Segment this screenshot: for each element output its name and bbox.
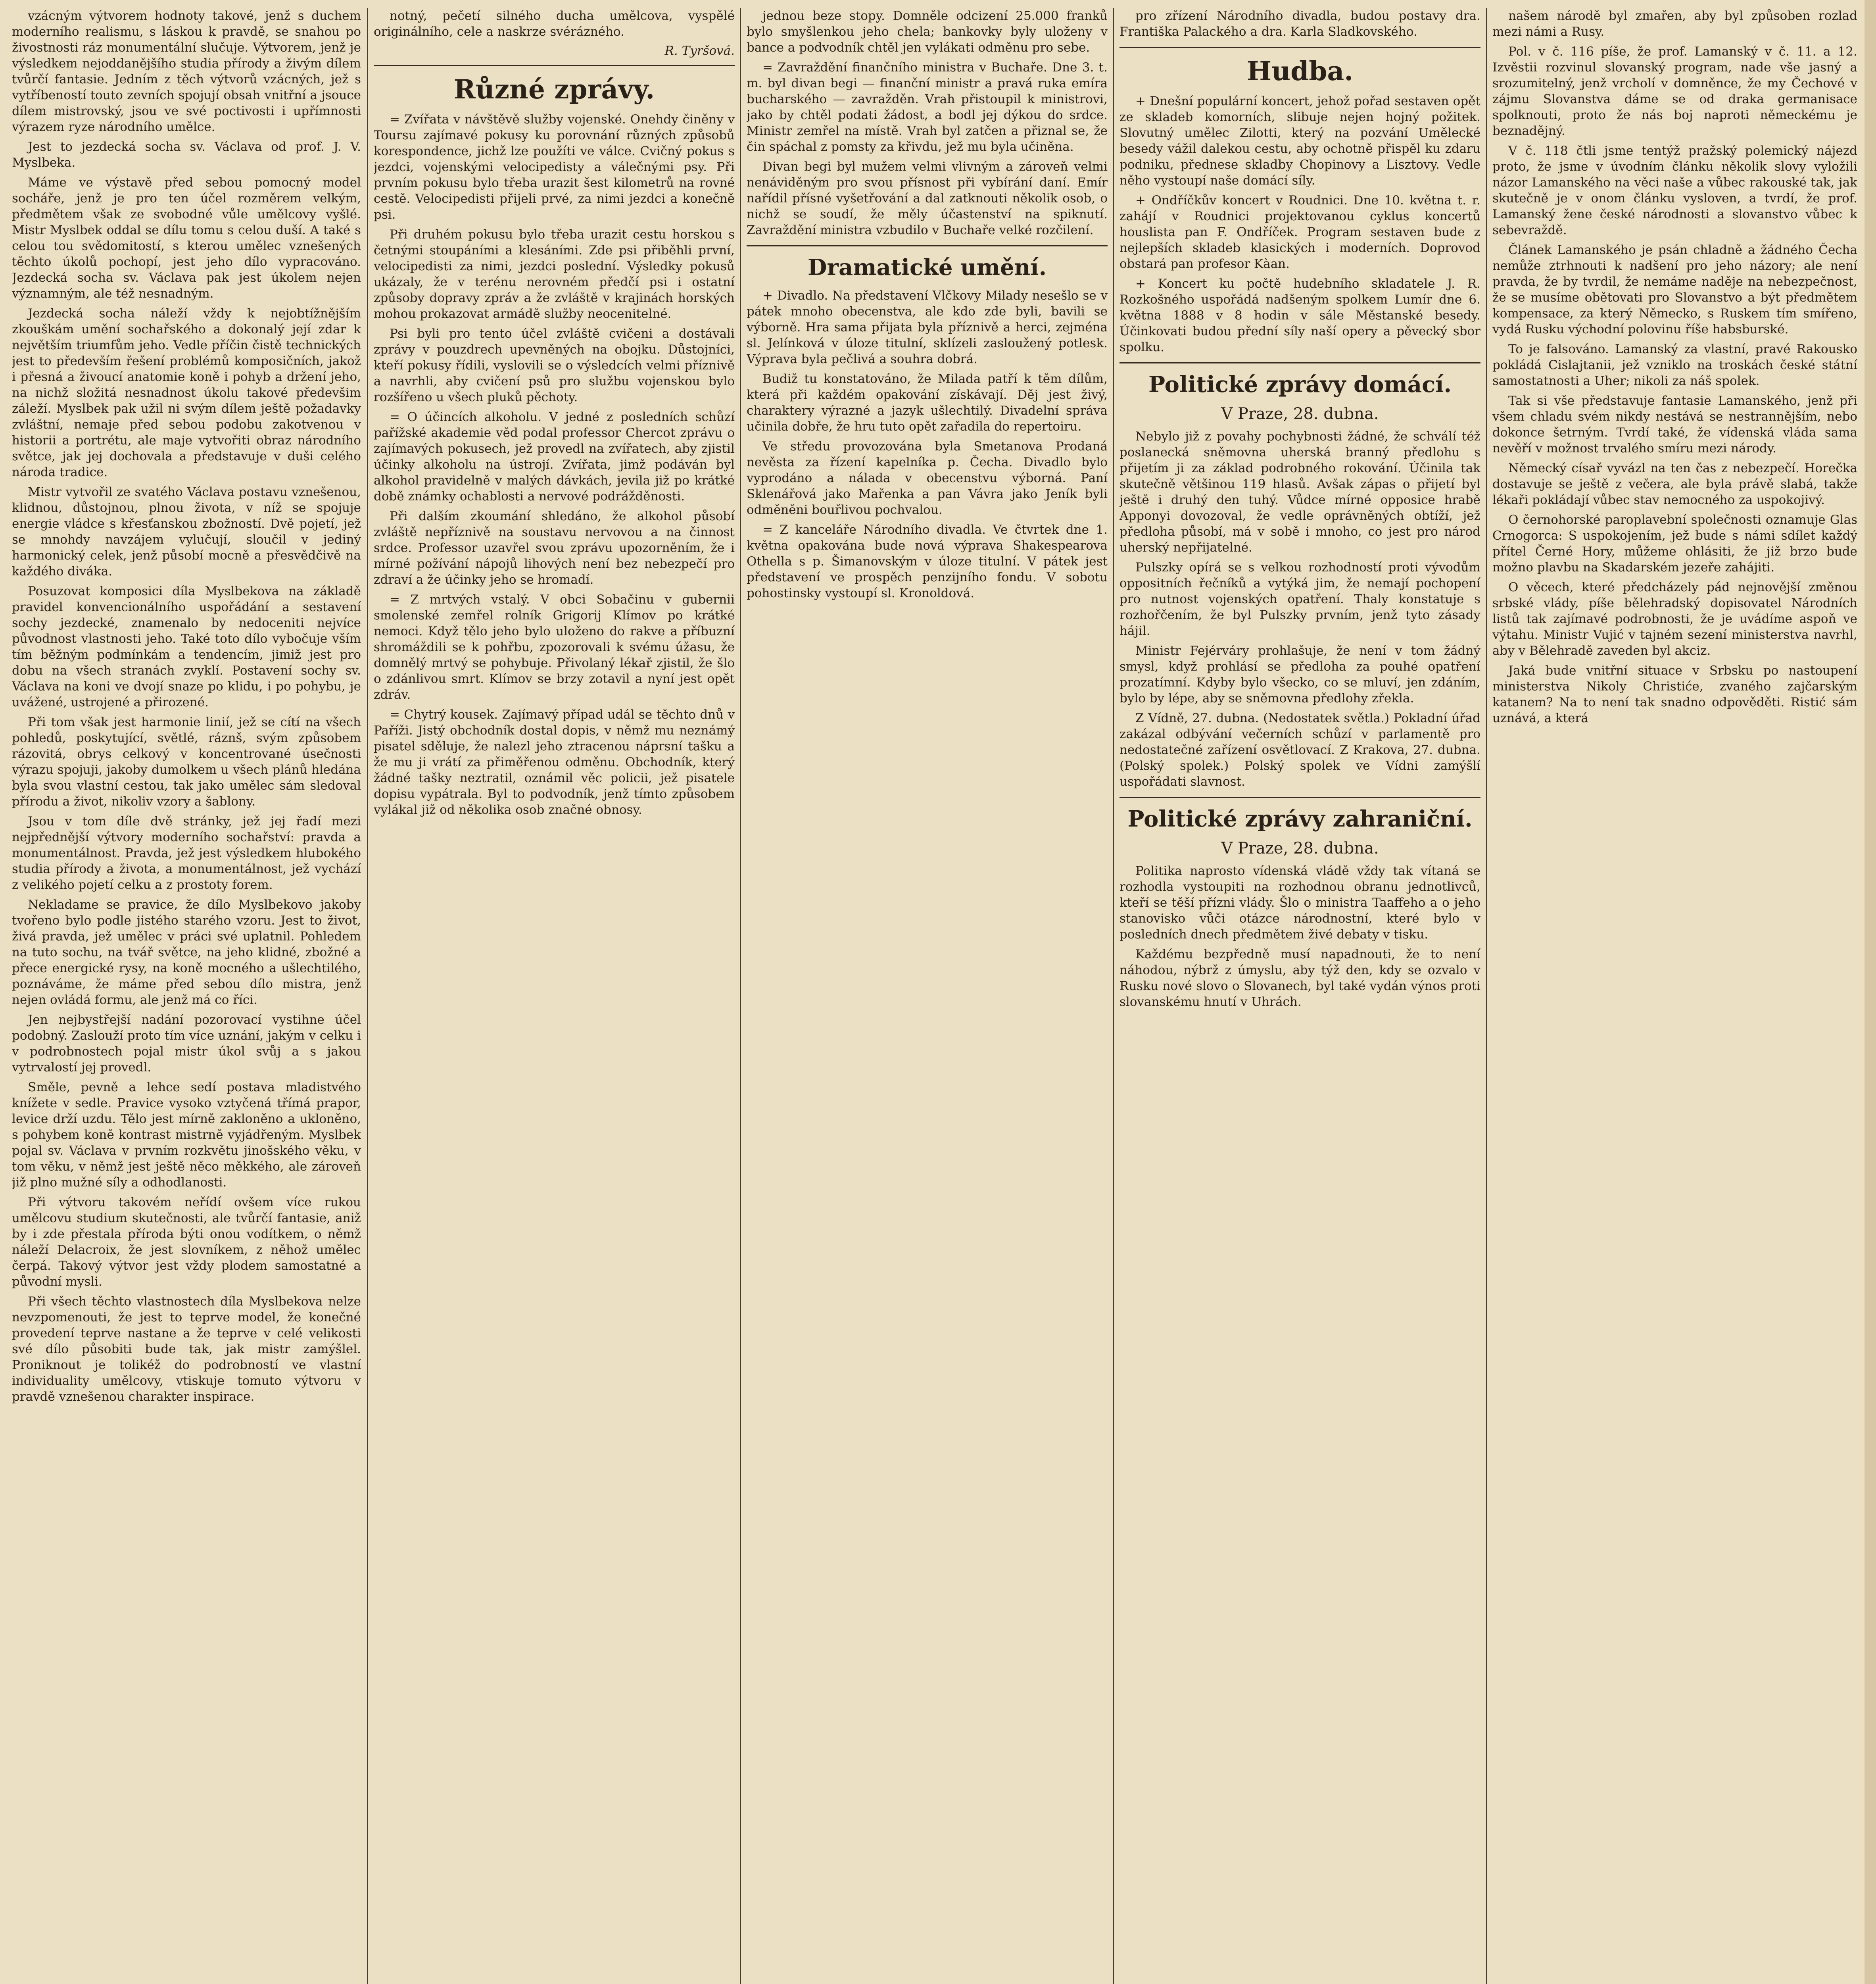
article-paragraph: = Z kanceláře Národního divadla. Ve čtvrtek dne 1. května opakována bude nová výprava Shakespearova Othella s p. Šimanovským v úloze titulní. V pátek jest představení ve prospěch penzijního fondu. V sobotu pohostinsky vystoupí sl. Kronoldová.	[747, 523, 1108, 600]
article-paragraph: = Chytrý kousek. Zajímavý případ udál se těchto dnů v Paříži. Jistý obchodník dostal dopis, v němž mu neznámý pisatel sděluje, že nalezl jeho ztracenou náprsní tašku a že mu ji vrátí za přiměřenou odměnu. Obchodník, který žádné tašky neztratil, oznámil věc policii, jež pisatele dopisu vypátrala. Byl to podvodník, jenž tímto způsobem vylákal již od několika osob značné obnosy.	[374, 707, 735, 817]
article-paragraph: Máme ve výstavě před sebou pomocný model socháře, jenž je pro ten účel rozměrem velkým, předmětem však ze svobodné vůle umělcovy vyšlé. Mistr Myslbek oddal se dílu tomu s celou duší. A také s celou tou svědomitostí, s kterou umělec vznešených těchto úkolů pochopí, jest jeho dílo vypracováno. Jezdecká socha sv. Václava pak jest úkolem nejen významným, ale též nesnadným.	[12, 175, 361, 301]
article-paragraph: Mistr vytvořil ze svatého Václava postavu vznešenou, klidnou, důstojnou, plnou života, v níž se spojuje energie vládce s křesťanskou zbožností. Dvě pojetí, jež se mnohdy navzájem vylučují, sloučil v jediný harmonický celek, jenž působí mocně a přesvědčivě na každého diváka.	[12, 485, 361, 579]
article-paragraph: Pulszky opírá se s velkou rozhodností proti vývodům oppositních řečníků a vytýká jim, že nemají pochopení pro nutnost vojenských opatření. Thaly konstatuje s rozhořčením, že byl Pulszky prvním, jenž tyto zásady hájil.	[1119, 560, 1480, 638]
article-paragraph: Článek Lamanského je psán chladně a žádného Čecha nemůže ztrhnouti k nadšení pro jeho názory; ale není pravda, že by tvrdil, že nemáme naděje na nebezpečnost, že se musíme obětovati pro Slovanstvo a být předmětem kompensace, za který Německo, s Ruskem tím smířeno, vydá Rusku východní polovinu říše habsburské.	[1492, 243, 1857, 336]
article-paragraph: Politika naprosto vídenská vládě vždy tak vítaná se rozhodla vystoupiti na rozhodnou obranu jednotlivců, kteří se těší přízni vlády. Šlo o ministra Taaffeho a o jeho stanovisko vůči otázce národnostní, které bylo v posledních dnech předmětem živé debaty v tisku.	[1119, 864, 1480, 942]
article-paragraph: = Zvířata v návštěvě služby vojenské. Onehdy činěny v Toursu zajímavé pokusy ku porovnání různých způsobů korespondence, jichž lze použíti ve válce. Cvičný pokus s jezdci, vojenskými velocipedisty a válečnými psy. Při prvním pokusu bylo třeba urazit šest kilometrů na rovné cestě. Velocipedisti přijeli prvé, za nimi jezdci a konečně psi.	[374, 112, 735, 222]
article-paragraph: našem národě byl zmařen, aby byl způsoben rozlad mezi námi a Rusy.	[1492, 9, 1857, 39]
article-paragraph: notný, pečetí silného ducha umělcova, vyspělé originálního, cele a naskrze svérázného.	[374, 9, 735, 39]
column-3	[747, 8, 1108, 1984]
article-paragraph: + Dnešní populární koncert, jehož pořad sestaven opět ze skladeb komorních, slibuje nejen hojný požitek. Slovutný umělec Zilotti, který na pozvání Umělecké besedy vážil dalekou cestu, aby ochotně přispěl ku zdaru podniku, přednese skladby Chopinovy a Lisztovy. Vedle něho vystoupí naše domácí síly.	[1119, 94, 1480, 188]
article-paragraph: Při všech těchto vlastnostech díla Myslbekova nelze nevzpomenouti, že jest to teprve model, že konečné provedení teprve nastane a že teprve v celé velikosti své dílo působiti bude tak, jak mistr zamýšlel. Proniknout je tolikéž do podrobností ve vlastní individuality umělcovy, vtiskuje tomuto výtvoru v pravdě vznešenou charakter inspirace.	[12, 1294, 361, 1404]
column-2	[374, 8, 735, 1984]
article-paragraph: Při druhém pokusu bylo třeba urazit cestu horskou s četnými stoupáními a klesáními. Zde psi přiběhli první, velocipedisti za nimi, jezdci poslední. Výsledky pokusů ukázaly, že v terénu nerovném předčí psi i ostatní způsoby dopravy zpráv a že zvláště v krajinách horských mohou prokazovat armádě služby neocenitelné.	[374, 227, 735, 321]
article-paragraph: Při tom však jest harmonie linií, jež se cítí na všech pohledů, poskytující, světlé, ráznš, svým způsobem rázovitá, obrys celkový v koncentrované úsečnosti výrazu spojuji, jakoby dumolkem u všech plánů hledána byla svou vlastní cestou, tak jako umělec sám sledoval přírodu a život, nikoliv vzory a šablony.	[12, 715, 361, 809]
column-5	[1492, 8, 1857, 1984]
article-paragraph: Jezdecká socha náleží vždy k nejobtížnějším zkouškám umění sochařského a dokonalý její zdar k největším triumfům jeho. Vedle příčin čistě technických jest to především řešení problémů komposičních, jakož i přesná a živoucí anatomie koně i pohyb a držení jeho, na nichž složitá nesnadnost úkolu takové předevšim záleží. Myslbek pak užil ni svým dílem ještě požadavky zvláštní, nemaje před sebou podobu zakotvenou v historii a portrétu, ale maje vytvořiti obraz národního světce, jak jej dochovala a představuje v duši celého národa tradice.	[12, 306, 361, 479]
article-paragraph: Divan begi byl mužem velmi vlivným a zároveň velmi nenáviděným pro svou přísnost při vybírání daní. Emír nařídil přísné vyšetřování a dal zatknouti několik osob, o nichž se soudí, že měly účastenství na spiknutí. Zavraždění ministra vzbudilo v Buchaře velké rozčilení.	[747, 160, 1108, 237]
article-paragraph: Psi byli pro tento účel zvláště cvičeni a dostávali zprávy v pouzdrech upevněných na obojku. Důstojníci, kteří pokusy řídili, vyslovili se o výsledcích velmi příznivě a navrhli, aby cvičení psů pro službu vojenskou bylo rozšířeno u všech pluků pěchoty.	[374, 327, 735, 404]
article-paragraph: = Zavraždění finančního ministra v Buchaře. Dne 3. t. m. byl divan begi — finanční ministr a pravá ruka emíra bucharského — zavražděn. Vrah přistoupil k ministrovi, jako by chtěl podati žádost, a bodl jej dýkou do srdce. Ministr zemřel na místě. Vrah byl zatčen a přiznal se, že čin spáchal z pomsty za křivdu, jež mu byla učiněna.	[747, 60, 1108, 154]
article-paragraph: vzácným výtvorem hodnoty takové, jenž s duchem moderního realismu, s láskou k pravdě, se snahou po živostnosti ráz monumentální slučuje. Výtvorem, jenž je výsledkem nejoddanějšího studia přírody a živým dílem tvůrčí fantasie. Jedním z těch výtvorů vzácných, jež s vytříbeností touto zevních spojují obsah vnitřní a jsouce dílem mistrovský, jsou ve své poctivosti i upřímnosti výrazem ryze národního umělce.	[12, 9, 361, 134]
article-paragraph: + Ondříčkův koncert v Roudnici. Dne 10. května t. r. zahájí v Roudnici projektovanou cyklus koncertů houslista pan F. Ondříček. Program sestaven bude z nejlepších skladeb klasických i moderních. Doprovod obstará pan profesor Kàan.	[1119, 193, 1480, 271]
article-paragraph: Z Vídně, 27. dubna. (Nedostatek světla.) Pokladní úřad zakázal odbývání večerních schůzí v parlamentě pro nedostatečné zařízení osvětlovací. Z Krakova, 27. dubna. (Polský spolek.) Polský spolek ve Vídni zamýšlí uspořádati slavnost.	[1119, 711, 1480, 789]
article-paragraph: Jaká bude vnitřní situace v Srbsku po nastoupení ministerstva Nikoly Christiće, zvaného zajčarským katanem? Na to není tak snadno odpověděti. Ristić sám uznává, a která	[1492, 663, 1857, 725]
section-divider	[747, 245, 1108, 246]
article-paragraph: Tak si vše představuje fantasie Lamanského, jenž při všem chladu svém nikdy nestává se nestrannějším, nebo dokonce šetrným. Tvrdí také, že vídenská vláda sama nevěří v možnost trvalého smíru mezi národy.	[1492, 394, 1857, 456]
article-paragraph: O věcech, které předcházely pád nejnovější změnou srbské vlády, píše bělehradský dopisovatel Národních listů tak zajímavé podrobnosti, že je uvádíme aspoň ve výtahu. Ministr Vujić v tajném sezení ministerstva navrhl, aby v Bělehradě zaveden byl akciz.	[1492, 580, 1857, 658]
article-paragraph: = O účincích alkoholu. V jedné z posledních schůzí pařížské akademie věd podal professor Chercot zprávu o zajímavých pokusech, jež provedl na zvířatech, aby zjistil účinky alkoholu na ústrojí. Zvířata, jimž podáván byl alkohol pravidelně v malých dávkách, jevila již po krátké době známky ochablosti a nervové podrážděnosti.	[374, 410, 735, 504]
section-divider	[1119, 797, 1480, 798]
article-paragraph: Jsou v tom díle dvě stránky, jež jej řadí mezi nejpřednější výtvory moderního sochařství: pravda a monumentálnost. Pravda, jež jest výsledkem hlubokého studia přírody a života, a monumentálnost, jež vychází z velikého pojetí celku a z prostoty forem.	[12, 814, 361, 892]
section-heading: Dramatické umění.	[807, 254, 1047, 281]
column-rule	[367, 8, 368, 1984]
article-paragraph: = Z mrtvých vstalý. V obci Sobačinu v gubernii smolenské zemřel rolník Grigorij Klímov po krátké nemoci. Když tělo jeho bylo uloženo do rakve a příbuzní shromáždili se k pohřbu, zpozorovali k svému úžasu, že domnělý mrtvý se pohybuje. Přivolaný lékař zjistil, že šlo o zdánlivou smrt. Klímov se brzy zotavil a nyní jest opět zdráv.	[374, 592, 735, 702]
article-paragraph: Budiž tu konstatováno, že Milada patří k těm dílům, která při každém opakování získávají. Děj jest živý, charaktery výrazné a jazyk ušlechtilý. Divadelní správa učinila dobře, že hru tuto opět zařadila do repertoiru.	[747, 372, 1108, 434]
section-heading: Politické zprávy zahraniční.	[1127, 806, 1473, 832]
section-heading: Politické zprávy domácí.	[1148, 371, 1452, 398]
article-paragraph: pro zřízení Národního divadla, budou postavy dra. Františka Palackého a dra. Karla Sladkovského.	[1119, 9, 1480, 39]
article-paragraph: O černohorské paroplavební společnosti oznamuje Glas Crnogorca: S uspokojením, jež bude s námi sdílet každý přítel Černé Hory, můžeme ohlásiti, že již brzo bude možno plavbu na Skadarském jezeře zahájiti.	[1492, 513, 1857, 575]
column-1	[12, 8, 361, 1984]
article-paragraph: Při výtvoru takovém neřídí ovšem více rukou umělcovu studium skutečnosti, ale tvůrčí fantasie, aniž by i zde přestala příroda býti onou vodítkem, o němž náleží Delacroix, že jest slovníkem, z něhož umělec čerpá. Takový výtvor jest vždy plodem samostatné a původní mysli.	[12, 1195, 361, 1289]
article-paragraph: Směle, pevně a lehce sedí postava mladistvého knížete v sedle. Pravice vysoko vztyčená třímá prapor, levice drží uzdu. Tělo jest mírně zakloněno a ukloněno, s pohybem koně kontrast mistrně vyjádřeným. Myslbek pojal sv. Václava v prvním rozkvětu jinošského věku, v tom věku, v němž jest ještě něco měkkého, ale zároveň již plno mužné síly a odhodlanosti.	[12, 1080, 361, 1190]
article-paragraph: + Koncert ku počtě hudebního skladatele J. R. Rozkošného uspořádá nadšeným spolkem Lumír dne 6. května 1888 v 8 hodin v sále Městanské besedy. Účinkovati budou přední síly naší opery a pěvecký sbor spolku.	[1119, 277, 1480, 354]
section-divider	[1119, 47, 1480, 48]
article-paragraph: V č. 118 čtli jsme tentýž pražský polemický nájezd proto, že jsme v úvodním článku několik slovy vyložili názor Lamanského na věci naše a vůbec rakouské tak, jak skutečně je v onom článku vysloven, a tvrdí, že prof. Lamanský žene české národnosti a slovanstvo vůbec k sebevraždě.	[1492, 144, 1857, 237]
article-paragraph: + Divadlo. Na představení Vlčkovy Milady nesešlo se v pátek mnoho obecenstva, ale kdo zde byli, bavili se výborně. Hra sama přijata byla příznivě a herci, zejména sl. Jelínková v úloze titulní, sklízeli zasloužený potlesk. Výprava byla pečlivá a souhra dobrá.	[747, 288, 1108, 366]
section-divider	[1119, 362, 1480, 363]
article-paragraph: Ministr Fejérváry prohlašuje, že není v tom žádný smysl, když prohlásí se předloha za pouhé opatření prozatímní. Kdyby bylo všecko, co se mluví, jen zdáním, bylo by lépe, aby se sněmovna předlohy zřekla.	[1119, 644, 1480, 706]
article-paragraph: Při dalším zkoumání shledáno, že alkohol působí zvláště nepříznivě na soustavu nervovou a na činnost srdce. Professor uzavřel svou zprávu upozorněním, že i mírné požívání nápojů lihových není bez nebezpečí pro zdraví a že účinky jeho se hromadí.	[374, 509, 735, 587]
article-paragraph: jednou beze stopy. Domněle odcizení 25.000 franků bylo smyšlenkou jeho chela; bankovky byly uloženy v bance a podvodník chtěl jen vylákati odměnu pro sebe.	[747, 9, 1108, 55]
article-paragraph: Jen nejbystřejší nadání pozorovací vystihne účel podobný. Zaslouží proto tím více uznání, jakým v celku i v podrobnostech pojal mistr úkol svůj a s jakou vytrvalostí jej provedl.	[12, 1013, 361, 1075]
article-paragraph: Ve středu provozována byla Smetanova Prodaná nevěsta za řízení kapelníka p. Čecha. Divadlo bylo vyprodáno a nálada v obecenstvu výborná. Paní Sklenářová jako Mařenka a pan Vávra jako Jeník byli odměněni bouřlivou pochvalou.	[747, 439, 1108, 517]
article-paragraph: Každému bezpředně musí napadnouti, že to není náhodou, nýbrž z úmyslu, aby týž den, kdy se ozvalo v Rusku nové slovo o Slovanech, byl také vydán výnos proti slovanskému hnutí v Uhrách.	[1119, 947, 1480, 1009]
dateline: V Praze, 28. dubna.	[1221, 839, 1379, 857]
article-paragraph: Nekladame se pravice, že dílo Myslbekovo jakoby tvořeno bylo podle jistého starého vzoru. Jest to život, živá pravda, jež umělec v práci své uplatnil. Pohledem na tuto sochu, na tvář světce, na jeho klidné, zbožné a přece energické rysy, na koně mocného a ušlechtilého, poznáváme, že máme před sebou dílo mistra, jenž nejen ovládá formu, ale jenž má co říci.	[12, 898, 361, 1007]
dateline: V Praze, 28. dubna.	[1221, 405, 1379, 423]
column-rule	[1113, 8, 1114, 1984]
article-paragraph: Německý císař vyvázl na ten čas z nebezpečí. Horečka dostavuje se ještě z večera, ale byla právě slabá, takže lékaři pokládají vůbec stav nemocného za uspokojivý.	[1492, 461, 1857, 507]
page-edge	[1864, 0, 1876, 1984]
column-rule	[740, 8, 741, 1984]
article-paragraph: Posuzovat komposici díla Myslbekova na základě pravidel konvencionálního uspořádání a sestavení sochy jezdecké, znamenalo by nedoceniti nejvíce původnost vlastnosti jeho. Také toto dílo vybočuje vším tím běžným podmínkám a tendencím, jimiž jest pro dobu na všech stranách zvyklí. Postavení sochy sv. Václava na koni ve dvojí snaze po klidu, i po pohybu, je uvážené, ustrojené a přirozené.	[12, 584, 361, 709]
column-rule	[1486, 8, 1487, 1984]
author-signature: R. Tyršová.	[664, 44, 735, 58]
article-paragraph: Jest to jezdecká socha sv. Václava od prof. J. V. Myslbeka.	[12, 140, 361, 170]
article-paragraph: Pol. v č. 116 píše, že prof. Lamanský v č. 11. a 12. Izvěstii rozvinul slovanský program, nade vše jasný a srozumitelný, jenž vrcholí v domněnce, že my Čechové v zájmu Slovanstva dáme se od draka germanisace spolknouti, proto že nás boj naproti německému je beznadějný.	[1492, 44, 1857, 138]
section-heading: Hudba.	[1246, 56, 1354, 87]
article-paragraph: To je falsováno. Lamanský za vlastní, pravé Rakousko pokládá Cislajtanii, jež vzniklo na troskách české státní samostatnosti a Uher; nikoli za náš spolek.	[1492, 342, 1857, 388]
article-paragraph: Nebylo již z povahy pochybnosti žádné, že schválí též poslanecká sněmovna uherská branný předlohu s přijetím ji za základ podrobného rokování. Účinila tak skutečně většinou 119 hlasů. Avšak zápas o přijetí byl ještě i druhý den tuhý. Vůdce mírné opposice hrabě Apponyi dovozoval, že vedle oprávněných obtíží, jež předloha působí, má v sobě i mnoho, co jest pro národ uherský nepřijatelné.	[1119, 429, 1480, 555]
section-heading: Různé zprávy.	[453, 74, 655, 105]
section-divider	[374, 65, 735, 66]
column-4	[1119, 8, 1480, 1984]
